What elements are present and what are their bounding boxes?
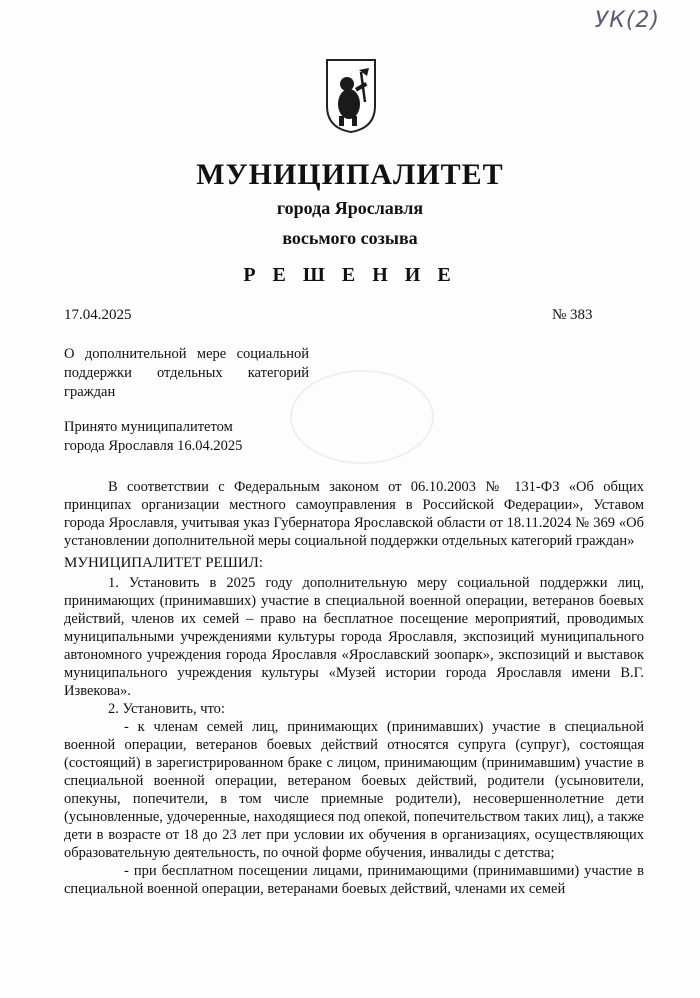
org-convocation: восьмого созыва <box>282 228 418 248</box>
document-body <box>64 478 644 898</box>
point-2-heading: 2. Установить, что: <box>108 701 225 717</box>
document-type: Р Е Ш Е Н И Е <box>243 264 457 286</box>
document-date: 17.04.2025 <box>64 307 132 323</box>
org-title: МУНИЦИПАЛИТЕТ <box>196 158 504 191</box>
adoption-line-2: города Ярославля 16.04.2025 <box>64 438 243 454</box>
handwritten-note: УК(2) <box>594 8 660 33</box>
adoption-line-1: Принято муниципалитетом <box>64 419 233 435</box>
document-subject: О дополнительной мере социальной поддержки отдельных категорий граждан <box>64 346 309 400</box>
preamble-paragraph: В соответствии с Федеральным законом от 06.10.2003 № 131-ФЗ «Об общих принципах организации местного самоуправления в Российской Федерации», Уставом города Ярославля, учитывая указ Губернатора Ярославской области от 18.11.2024 № 369 «Об установлении дополнительной меры социальной поддержки отдельных категорий граждан» <box>64 479 644 549</box>
org-city: города Ярославля <box>276 198 424 218</box>
point-1-paragraph: 1. Установить в 2025 году дополнительную меру социальной поддержки лиц, принимающих (принимавших) участие в специальной военной операции, ветеранов боевых действий, членов их семей – право на бесплатное посещение мероприятий, проводимых муниципальными учреждениями культуры города Ярославля, экспозиций муниципального автономного учреждения города Ярославля «Ярославский зоопарк», экспозиций и выставок муниципального учреждения культуры «Музей истории города Ярославля имени В.Г. Извекова». <box>64 575 644 699</box>
adoption-note <box>64 418 242 456</box>
point-2b-paragraph: - при бесплатном посещении лицами, принимающими (принимавшими) участие в специальной военной операции, ветеранами боевых действий, членами их семей <box>64 863 644 897</box>
faint-stamp-icon <box>290 370 434 464</box>
resolved-heading: МУНИЦИПАЛИТЕТ РЕШИЛ: <box>64 555 264 571</box>
document-number: № 383 <box>552 307 593 323</box>
point-2a-paragraph: - к членам семей лиц, принимающих (принимавших) участие в специальной военной операции, ветеранов боевых действий относятся супруга (супруг), состоящая (состоящий) в зарегистрированном браке с лицом, принимающим (принимавшим) участие в специальной военной операции, ветераном боевых действий, родители (усыновители, опекуны, попечители, в том числе приемные родители), несовершеннолетние дети (усыновленные, удочеренные, находящиеся под опекой, попечительством таких лиц), а также дети в возрасте от 18 до 23 лет при условии их обучения в организациях, осуществляющих образовательную деятельность, по очной форме обучения, инвалиды с детства; <box>64 719 644 861</box>
coat-of-arms-icon <box>325 58 377 134</box>
